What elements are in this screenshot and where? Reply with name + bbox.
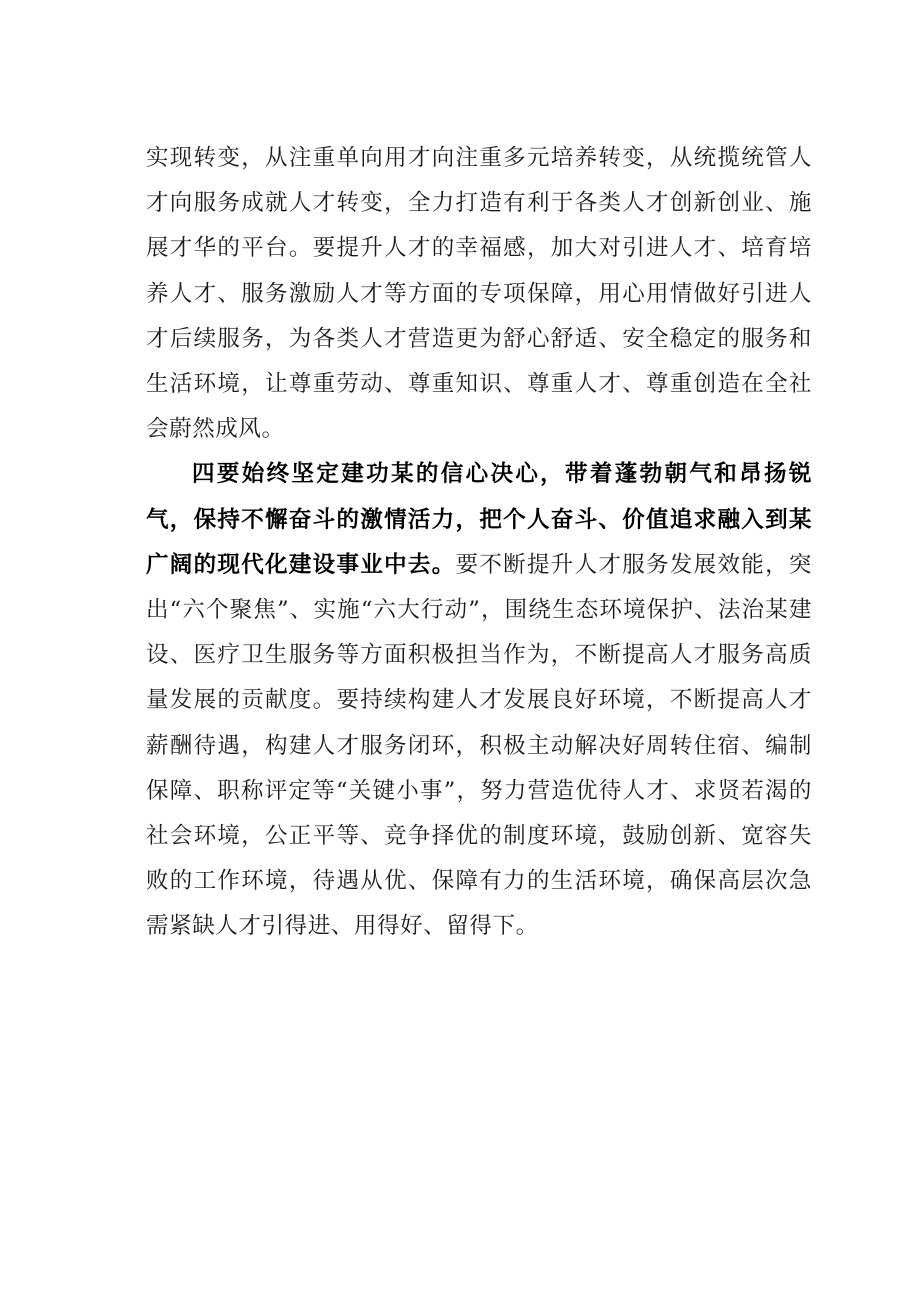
paragraph-2 (146, 452, 812, 949)
paragraph-2-text: 要不断提升人才服务发展效能，突出“六个聚焦”、实施“六大行动”，围绕生态环境保护、法治某建设、医疗卫生服务等方面积极担当作为，不断提高人才服务高质量发展的贡献度。要持续构建人才发展良好环境，不断提高人才薪酬待遇，构建人才服务闭环，积极主动解决好周转住宿、编制保障、职称评定等“关键小事”，努力营造优待人才、求贤若渴的社会环境，公正平等、竞争择优的制度环境，鼓励创新、宽容失败的工作环境，待遇从优、保障有力的生活环境，确保高层次急需紧缺人才引得进、用得好、留得下。 (146, 551, 812, 940)
paragraph-2-bold-lead: 四要始终坚定建功某的信心决心，带着蓬勃朝气和昂扬锐气，保持不懈奋斗的激情活力，把个人奋斗、价值追求融入到某广阔的现代化建设事业中去。 (146, 461, 812, 578)
document-body (146, 136, 812, 950)
paragraph-1-text: 实现转变，从注重单向用才向注重多元培养转变，从统揽统管人才向服务成就人才转变，全力打造有利于各类人才创新创业、施展才华的平台。要提升人才的幸福感，加大对引进人才、培育培养人才、服务激励人才等方面的专项保障，用心用情做好引进人才后续服务，为各类人才营造更为舒心舒适、安全稳定的服务和生活环境，让尊重劳动、尊重知识、尊重人才、尊重创造在全社会蔚然成风。 (146, 145, 812, 443)
paragraph-1 (146, 136, 812, 452)
